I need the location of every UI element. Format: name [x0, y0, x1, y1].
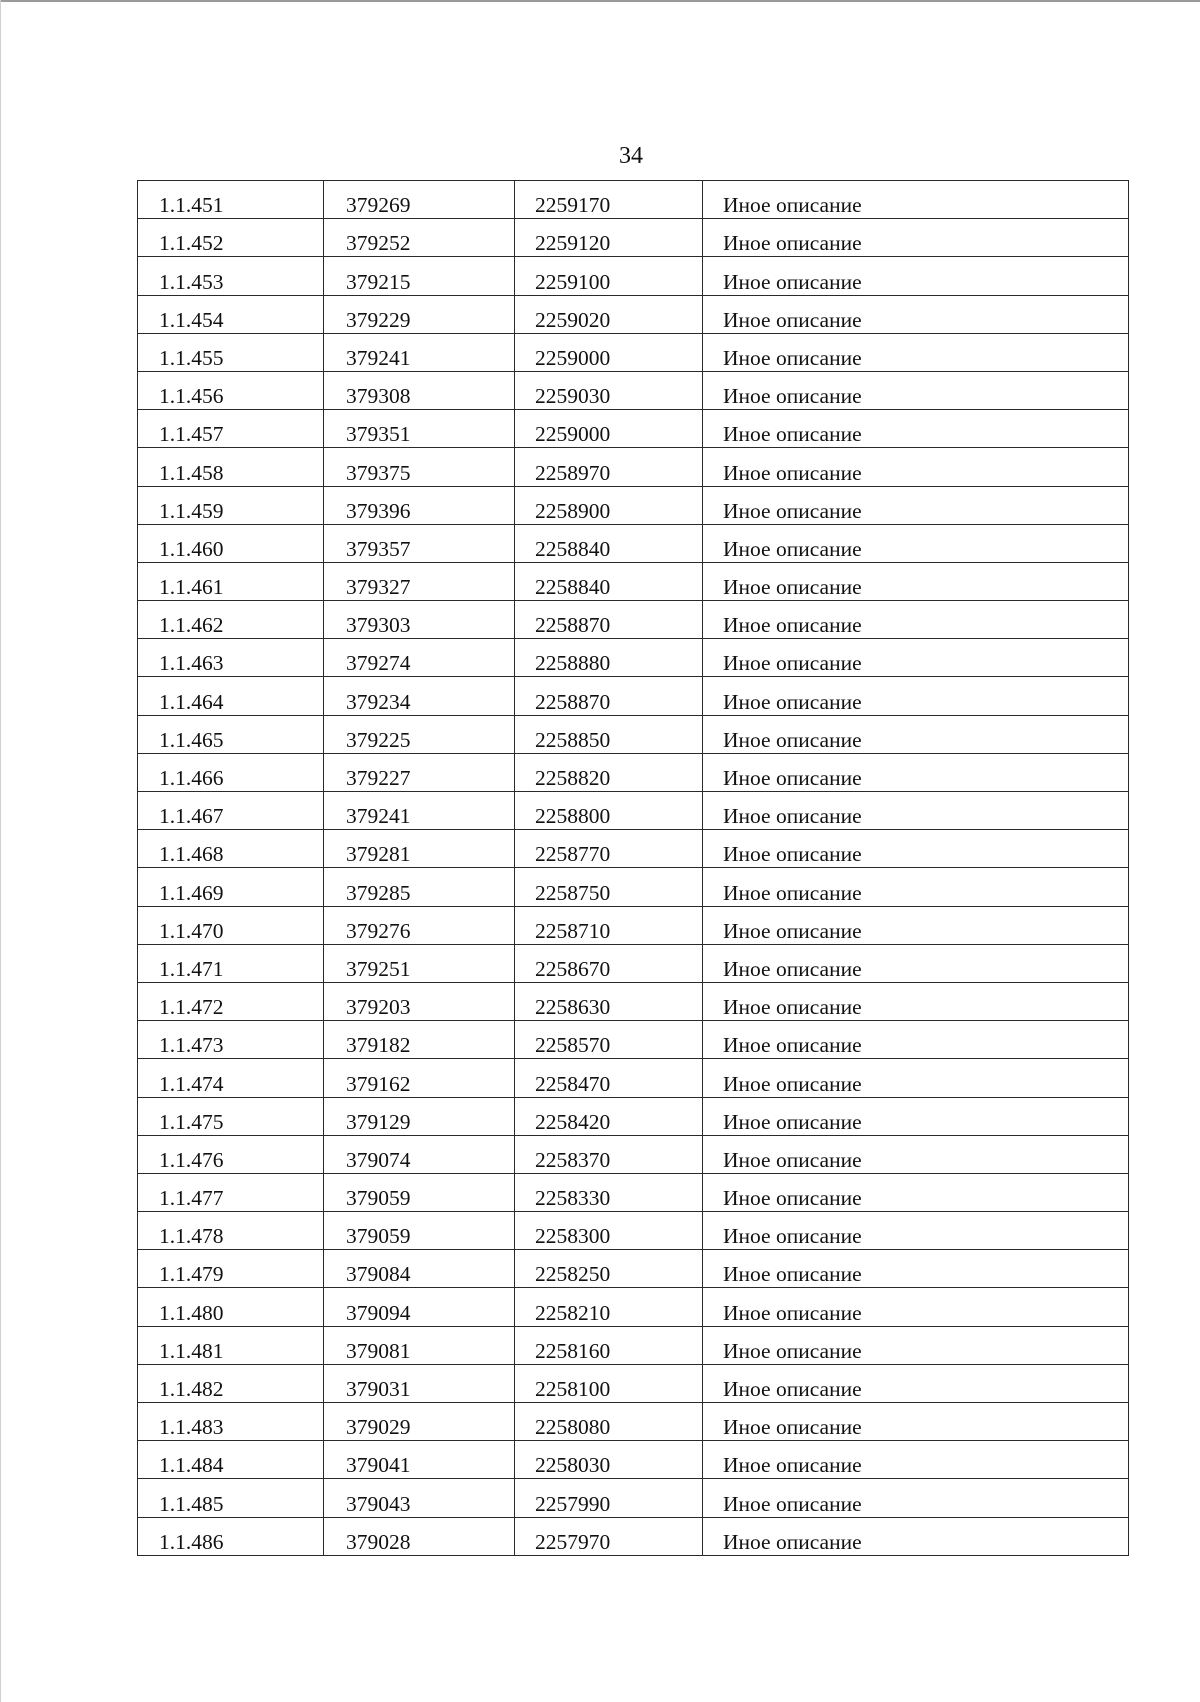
table-row	[138, 1288, 1129, 1326]
table-row	[138, 792, 1129, 830]
description-cell: Иное описание	[703, 715, 1129, 753]
description-cell: Иное описание	[703, 219, 1129, 257]
x-coordinate-cell: 379375	[324, 448, 515, 486]
point-number-cell: 1.1.478	[138, 1212, 324, 1250]
y-coordinate-cell: 2258750	[515, 868, 703, 906]
table-row	[138, 1135, 1129, 1173]
description-cell: Иное описание	[703, 1288, 1129, 1326]
point-number-cell: 1.1.484	[138, 1441, 324, 1479]
y-coordinate-cell: 2258900	[515, 486, 703, 524]
y-coordinate-cell: 2257990	[515, 1479, 703, 1517]
y-coordinate-cell: 2258030	[515, 1441, 703, 1479]
y-coordinate-cell: 2258800	[515, 792, 703, 830]
description-cell: Иное описание	[703, 1326, 1129, 1364]
x-coordinate-cell: 379029	[324, 1403, 515, 1441]
y-coordinate-cell: 2258870	[515, 677, 703, 715]
point-number-cell: 1.1.466	[138, 753, 324, 791]
description-cell: Иное описание	[703, 1021, 1129, 1059]
point-number-cell: 1.1.483	[138, 1403, 324, 1441]
point-number-cell: 1.1.471	[138, 944, 324, 982]
table-row	[138, 1441, 1129, 1479]
description-cell: Иное описание	[703, 257, 1129, 295]
description-cell: Иное описание	[703, 868, 1129, 906]
y-coordinate-cell: 2259170	[515, 181, 703, 219]
page-number: 34	[619, 143, 643, 169]
table-row	[138, 562, 1129, 600]
y-coordinate-cell: 2258100	[515, 1364, 703, 1402]
table-row	[138, 1403, 1129, 1441]
x-coordinate-cell: 379241	[324, 792, 515, 830]
y-coordinate-cell: 2258820	[515, 753, 703, 791]
description-cell: Иное описание	[703, 181, 1129, 219]
x-coordinate-cell: 379059	[324, 1212, 515, 1250]
point-number-cell: 1.1.465	[138, 715, 324, 753]
point-number-cell: 1.1.480	[138, 1288, 324, 1326]
point-number-cell: 1.1.457	[138, 410, 324, 448]
description-cell: Иное описание	[703, 562, 1129, 600]
point-number-cell: 1.1.482	[138, 1364, 324, 1402]
x-coordinate-cell: 379396	[324, 486, 515, 524]
point-number-cell: 1.1.476	[138, 1135, 324, 1173]
x-coordinate-cell: 379269	[324, 181, 515, 219]
x-coordinate-cell: 379225	[324, 715, 515, 753]
point-number-cell: 1.1.486	[138, 1517, 324, 1555]
description-cell: Иное описание	[703, 639, 1129, 677]
table-row	[138, 1517, 1129, 1555]
y-coordinate-cell: 2258330	[515, 1173, 703, 1211]
y-coordinate-cell: 2258250	[515, 1250, 703, 1288]
table-row	[138, 181, 1129, 219]
point-number-cell: 1.1.475	[138, 1097, 324, 1135]
y-coordinate-cell: 2258470	[515, 1059, 703, 1097]
x-coordinate-cell: 379203	[324, 982, 515, 1020]
y-coordinate-cell: 2258670	[515, 944, 703, 982]
y-coordinate-cell: 2258570	[515, 1021, 703, 1059]
x-coordinate-cell: 379241	[324, 333, 515, 371]
x-coordinate-cell: 379059	[324, 1173, 515, 1211]
point-number-cell: 1.1.453	[138, 257, 324, 295]
description-cell: Иное описание	[703, 906, 1129, 944]
point-number-cell: 1.1.470	[138, 906, 324, 944]
description-cell: Иное описание	[703, 1212, 1129, 1250]
point-number-cell: 1.1.485	[138, 1479, 324, 1517]
point-number-cell: 1.1.474	[138, 1059, 324, 1097]
x-coordinate-cell: 379182	[324, 1021, 515, 1059]
x-coordinate-cell: 379162	[324, 1059, 515, 1097]
y-coordinate-cell: 2258840	[515, 562, 703, 600]
x-coordinate-cell: 379094	[324, 1288, 515, 1326]
description-cell: Иное описание	[703, 448, 1129, 486]
table-row	[138, 1326, 1129, 1364]
table-row	[138, 524, 1129, 562]
y-coordinate-cell: 2258850	[515, 715, 703, 753]
table-row	[138, 639, 1129, 677]
y-coordinate-cell: 2259020	[515, 295, 703, 333]
x-coordinate-cell: 379229	[324, 295, 515, 333]
point-number-cell: 1.1.477	[138, 1173, 324, 1211]
table-row	[138, 944, 1129, 982]
point-number-cell: 1.1.461	[138, 562, 324, 600]
coordinates-table	[137, 180, 1129, 1556]
description-cell: Иное описание	[703, 792, 1129, 830]
description-cell: Иное описание	[703, 1441, 1129, 1479]
x-coordinate-cell: 379031	[324, 1364, 515, 1402]
description-cell: Иное описание	[703, 1364, 1129, 1402]
y-coordinate-cell: 2258770	[515, 830, 703, 868]
x-coordinate-cell: 379129	[324, 1097, 515, 1135]
point-number-cell: 1.1.460	[138, 524, 324, 562]
point-number-cell: 1.1.459	[138, 486, 324, 524]
point-number-cell: 1.1.468	[138, 830, 324, 868]
x-coordinate-cell: 379028	[324, 1517, 515, 1555]
x-coordinate-cell: 379043	[324, 1479, 515, 1517]
description-cell: Иное описание	[703, 944, 1129, 982]
table-row	[138, 830, 1129, 868]
point-number-cell: 1.1.467	[138, 792, 324, 830]
point-number-cell: 1.1.464	[138, 677, 324, 715]
description-cell: Иное описание	[703, 830, 1129, 868]
x-coordinate-cell: 379327	[324, 562, 515, 600]
point-number-cell: 1.1.451	[138, 181, 324, 219]
table-row	[138, 1364, 1129, 1402]
table-row	[138, 677, 1129, 715]
x-coordinate-cell: 379285	[324, 868, 515, 906]
description-cell: Иное описание	[703, 982, 1129, 1020]
y-coordinate-cell: 2258080	[515, 1403, 703, 1441]
y-coordinate-cell: 2258370	[515, 1135, 703, 1173]
table-row	[138, 1173, 1129, 1211]
scan-edge-top	[0, 0, 1200, 2]
description-cell: Иное описание	[703, 295, 1129, 333]
x-coordinate-cell: 379234	[324, 677, 515, 715]
table-row	[138, 868, 1129, 906]
x-coordinate-cell: 379351	[324, 410, 515, 448]
coordinates-table-body	[138, 181, 1129, 1556]
table-row	[138, 1250, 1129, 1288]
table-row	[138, 753, 1129, 791]
scan-edge-left	[0, 0, 1, 1702]
y-coordinate-cell: 2258870	[515, 601, 703, 639]
description-cell: Иное описание	[703, 333, 1129, 371]
description-cell: Иное описание	[703, 486, 1129, 524]
x-coordinate-cell: 379357	[324, 524, 515, 562]
x-coordinate-cell: 379276	[324, 906, 515, 944]
point-number-cell: 1.1.469	[138, 868, 324, 906]
y-coordinate-cell: 2258710	[515, 906, 703, 944]
table-row	[138, 1479, 1129, 1517]
table-row	[138, 486, 1129, 524]
description-cell: Иное описание	[703, 1479, 1129, 1517]
description-cell: Иное описание	[703, 601, 1129, 639]
y-coordinate-cell: 2259030	[515, 371, 703, 409]
table-row	[138, 1212, 1129, 1250]
point-number-cell: 1.1.472	[138, 982, 324, 1020]
y-coordinate-cell: 2258300	[515, 1212, 703, 1250]
x-coordinate-cell: 379303	[324, 601, 515, 639]
table-row	[138, 448, 1129, 486]
y-coordinate-cell: 2258840	[515, 524, 703, 562]
description-cell: Иное описание	[703, 410, 1129, 448]
y-coordinate-cell: 2259100	[515, 257, 703, 295]
point-number-cell: 1.1.455	[138, 333, 324, 371]
description-cell: Иное описание	[703, 524, 1129, 562]
description-cell: Иное описание	[703, 1517, 1129, 1555]
table-row	[138, 333, 1129, 371]
table-row	[138, 410, 1129, 448]
y-coordinate-cell: 2259000	[515, 333, 703, 371]
table-row	[138, 371, 1129, 409]
y-coordinate-cell: 2258880	[515, 639, 703, 677]
table-row	[138, 1059, 1129, 1097]
description-cell: Иное описание	[703, 753, 1129, 791]
x-coordinate-cell: 379041	[324, 1441, 515, 1479]
x-coordinate-cell: 379215	[324, 257, 515, 295]
point-number-cell: 1.1.473	[138, 1021, 324, 1059]
y-coordinate-cell: 2258210	[515, 1288, 703, 1326]
y-coordinate-cell: 2257970	[515, 1517, 703, 1555]
point-number-cell: 1.1.454	[138, 295, 324, 333]
table-row	[138, 295, 1129, 333]
table-row	[138, 982, 1129, 1020]
description-cell: Иное описание	[703, 1135, 1129, 1173]
x-coordinate-cell: 379251	[324, 944, 515, 982]
y-coordinate-cell: 2258160	[515, 1326, 703, 1364]
point-number-cell: 1.1.452	[138, 219, 324, 257]
x-coordinate-cell: 379281	[324, 830, 515, 868]
table-row	[138, 257, 1129, 295]
description-cell: Иное описание	[703, 371, 1129, 409]
table-row	[138, 601, 1129, 639]
y-coordinate-cell: 2258970	[515, 448, 703, 486]
table-row	[138, 219, 1129, 257]
description-cell: Иное описание	[703, 677, 1129, 715]
point-number-cell: 1.1.456	[138, 371, 324, 409]
x-coordinate-cell: 379252	[324, 219, 515, 257]
table-row	[138, 906, 1129, 944]
x-coordinate-cell: 379308	[324, 371, 515, 409]
point-number-cell: 1.1.458	[138, 448, 324, 486]
description-cell: Иное описание	[703, 1403, 1129, 1441]
x-coordinate-cell: 379074	[324, 1135, 515, 1173]
y-coordinate-cell: 2258420	[515, 1097, 703, 1135]
point-number-cell: 1.1.463	[138, 639, 324, 677]
table-row	[138, 715, 1129, 753]
description-cell: Иное описание	[703, 1059, 1129, 1097]
x-coordinate-cell: 379081	[324, 1326, 515, 1364]
x-coordinate-cell: 379274	[324, 639, 515, 677]
table-row	[138, 1021, 1129, 1059]
table-row	[138, 1097, 1129, 1135]
y-coordinate-cell: 2258630	[515, 982, 703, 1020]
x-coordinate-cell: 379084	[324, 1250, 515, 1288]
x-coordinate-cell: 379227	[324, 753, 515, 791]
point-number-cell: 1.1.479	[138, 1250, 324, 1288]
description-cell: Иное описание	[703, 1173, 1129, 1211]
y-coordinate-cell: 2259000	[515, 410, 703, 448]
y-coordinate-cell: 2259120	[515, 219, 703, 257]
description-cell: Иное описание	[703, 1250, 1129, 1288]
point-number-cell: 1.1.481	[138, 1326, 324, 1364]
point-number-cell: 1.1.462	[138, 601, 324, 639]
description-cell: Иное описание	[703, 1097, 1129, 1135]
